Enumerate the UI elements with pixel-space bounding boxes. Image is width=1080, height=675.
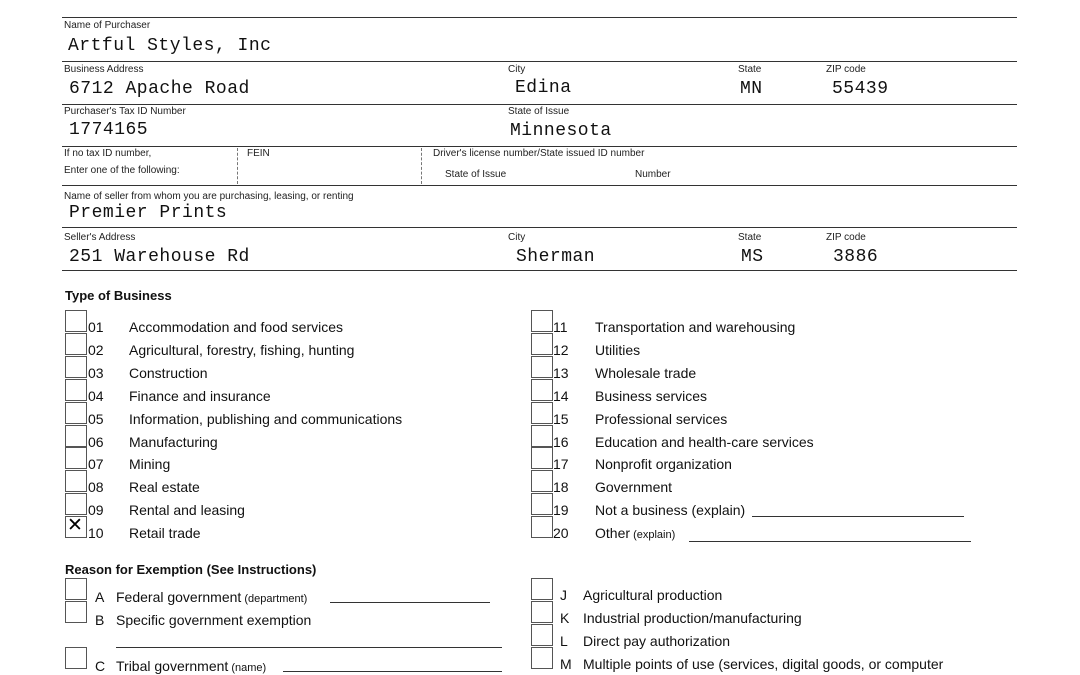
business-type-checkbox-14[interactable]: [531, 379, 553, 401]
business-type-code: 16: [553, 434, 569, 450]
business-type-label: Professional services: [595, 411, 728, 427]
business-type-code: 09: [88, 502, 104, 518]
state-of-issue-value[interactable]: Minnesota: [510, 121, 612, 141]
exemption-code: C: [95, 658, 106, 674]
business-type-checkbox-10[interactable]: [65, 516, 87, 538]
exemption-code: K: [560, 610, 570, 626]
state-label: State: [738, 64, 762, 75]
row-rule: [62, 270, 1017, 271]
business-type-label: Business services: [595, 388, 708, 404]
business-type-checkbox-18[interactable]: [531, 470, 553, 492]
row-rule: [62, 61, 1017, 62]
business-type-checkbox-17[interactable]: [531, 447, 553, 469]
exemption-checkbox-K[interactable]: [531, 601, 553, 623]
business-type-code: 07: [88, 456, 104, 472]
tax-id-value[interactable]: 1774165: [69, 120, 149, 140]
business-type-code: 12: [553, 342, 569, 358]
purchaser-name-value[interactable]: Artful Styles, Inc: [68, 36, 272, 56]
exemption-code: A: [95, 589, 105, 605]
exemption-suffix: (name): [228, 662, 267, 674]
business-type-checkbox-09[interactable]: [65, 493, 87, 515]
exemption-label: Multiple points of use (services, digital goods, or computer: [583, 656, 944, 672]
city-label: City: [508, 64, 526, 75]
tax-id-label: Purchaser's Tax ID Number: [64, 106, 186, 117]
zip-value[interactable]: 55439: [832, 79, 889, 99]
business-type-checkbox-08[interactable]: [65, 470, 87, 492]
exemption-checkbox-C[interactable]: [65, 647, 87, 669]
business-type-checkbox-06[interactable]: [65, 425, 87, 447]
exemption-checkbox-L[interactable]: [531, 624, 553, 646]
dl-state-label: State of Issue: [445, 169, 507, 180]
explain-line[interactable]: [689, 541, 971, 542]
divider: [237, 148, 238, 184]
business-type-code: 11: [553, 319, 568, 335]
business-address-value[interactable]: 6712 Apache Road: [69, 79, 250, 99]
business-type-label: Rental and leasing: [129, 502, 245, 518]
row-rule: [62, 146, 1017, 147]
business-address-label: Business Address: [64, 64, 144, 75]
business-type-code: 02: [88, 342, 104, 358]
exemption-label: Agricultural production: [583, 587, 723, 603]
business-type-checkbox-02[interactable]: [65, 333, 87, 355]
exemption-label: Tribal government (name): [116, 658, 267, 674]
divider: [421, 148, 422, 184]
business-type-checkbox-07[interactable]: [65, 447, 87, 469]
business-type-code: 04: [88, 388, 104, 404]
exemption-code: J: [560, 587, 567, 603]
exemption-code: M: [560, 656, 572, 672]
business-type-code: 20: [553, 525, 569, 541]
business-type-label: Not a business (explain): [595, 502, 746, 518]
exemption-checkbox-A[interactable]: [65, 578, 87, 600]
business-type-label: Other (explain): [595, 525, 676, 541]
business-type-code: 13: [553, 365, 569, 381]
no-tax-id-line2: Enter one of the following:: [64, 165, 180, 176]
reason-for-exemption-heading: Reason for Exemption (See Instructions): [65, 562, 317, 577]
exemption-checkbox-B[interactable]: [65, 601, 87, 623]
business-type-code: 17: [553, 456, 569, 472]
business-type-code: 03: [88, 365, 104, 381]
business-type-label: Transportation and warehousing: [595, 319, 796, 335]
exemption-code: L: [560, 633, 568, 649]
business-type-checkbox-20[interactable]: [531, 516, 553, 538]
business-type-label: Information, publishing and communications: [129, 411, 403, 427]
exemption-label: Specific government exemption: [116, 612, 312, 628]
row-rule: [62, 185, 1017, 186]
exemption-label: Direct pay authorization: [583, 633, 731, 649]
row-rule: [62, 104, 1017, 105]
business-type-checkbox-11[interactable]: [531, 310, 553, 332]
business-type-checkbox-12[interactable]: [531, 333, 553, 355]
exemption-label: Federal government (department): [116, 589, 308, 605]
seller-zip-value[interactable]: 3886: [833, 247, 879, 267]
business-type-label: Education and health-care services: [595, 434, 814, 450]
business-type-code: 18: [553, 479, 569, 495]
tribal-name-line[interactable]: [283, 671, 502, 672]
business-type-label: Retail trade: [129, 525, 201, 541]
purchaser-name-label: Name of Purchaser: [64, 20, 151, 31]
zip-label: ZIP code: [826, 64, 866, 75]
business-type-checkbox-04[interactable]: [65, 379, 87, 401]
business-type-code: 19: [553, 502, 569, 518]
business-type-code: 08: [88, 479, 104, 495]
business-type-code: 15: [553, 411, 569, 427]
top-rule: [62, 17, 1017, 18]
business-type-label: Manufacturing: [129, 434, 218, 450]
business-type-label: Real estate: [129, 479, 200, 495]
seller-name-label: Name of seller from whom you are purchasing, leasing, or renting: [64, 191, 354, 202]
exemption-checkbox-M[interactable]: [531, 647, 553, 669]
no-tax-id-line1: If no tax ID number,: [64, 148, 152, 159]
business-type-checkbox-19[interactable]: [531, 493, 553, 515]
business-type-label: Government: [595, 479, 673, 495]
row-rule: [62, 227, 1017, 228]
fein-label: FEIN: [247, 148, 270, 159]
exemption-checkbox-J[interactable]: [531, 578, 553, 600]
dl-number-label: Number: [635, 169, 671, 180]
seller-address-label: Seller's Address: [64, 232, 136, 243]
seller-state-label: State: [738, 232, 762, 243]
seller-name-value[interactable]: Premier Prints: [69, 203, 228, 223]
type-of-business-heading: Type of Business: [65, 288, 172, 303]
department-line[interactable]: [330, 602, 490, 603]
business-type-checkbox-13[interactable]: [531, 356, 553, 378]
business-type-label: Utilities: [595, 342, 641, 358]
specific-exemption-line[interactable]: [116, 647, 502, 648]
business-type-checkbox-16[interactable]: [531, 425, 553, 447]
explain-line[interactable]: [752, 516, 964, 517]
business-type-code: 10: [88, 525, 104, 541]
business-type-label: Accommodation and food services: [129, 319, 343, 335]
business-type-code: 06: [88, 434, 104, 450]
business-type-label: Agricultural, forestry, fishing, hunting: [129, 342, 355, 358]
exemption-label: Industrial production/manufacturing: [583, 610, 802, 626]
seller-address-value[interactable]: 251 Warehouse Rd: [69, 247, 250, 267]
business-type-label: Construction: [129, 365, 208, 381]
business-type-code: 05: [88, 411, 104, 427]
business-type-label: Nonprofit organization: [595, 456, 732, 472]
seller-zip-label: ZIP code: [826, 232, 866, 243]
seller-city-value[interactable]: Sherman: [516, 247, 596, 267]
business-type-code: 01: [88, 319, 104, 335]
business-type-suffix: (explain): [630, 529, 676, 541]
exemption-suffix: (department): [241, 593, 308, 605]
business-type-label: Mining: [129, 456, 171, 472]
seller-city-label: City: [508, 232, 526, 243]
business-type-checkbox-03[interactable]: [65, 356, 87, 378]
dl-label: Driver's license number/State issued ID number: [433, 148, 645, 159]
state-of-issue-label: State of Issue: [508, 106, 570, 117]
state-value[interactable]: MN: [740, 79, 763, 99]
business-type-label: Wholesale trade: [595, 365, 697, 381]
business-type-checkbox-15[interactable]: [531, 402, 553, 424]
seller-state-value[interactable]: MS: [741, 247, 764, 267]
business-type-label: Finance and insurance: [129, 388, 271, 404]
business-type-code: 14: [553, 388, 569, 404]
exemption-code: B: [95, 612, 105, 628]
city-value[interactable]: Edina: [515, 78, 572, 98]
business-type-checkbox-05[interactable]: [65, 402, 87, 424]
business-type-checkbox-01[interactable]: [65, 310, 87, 332]
